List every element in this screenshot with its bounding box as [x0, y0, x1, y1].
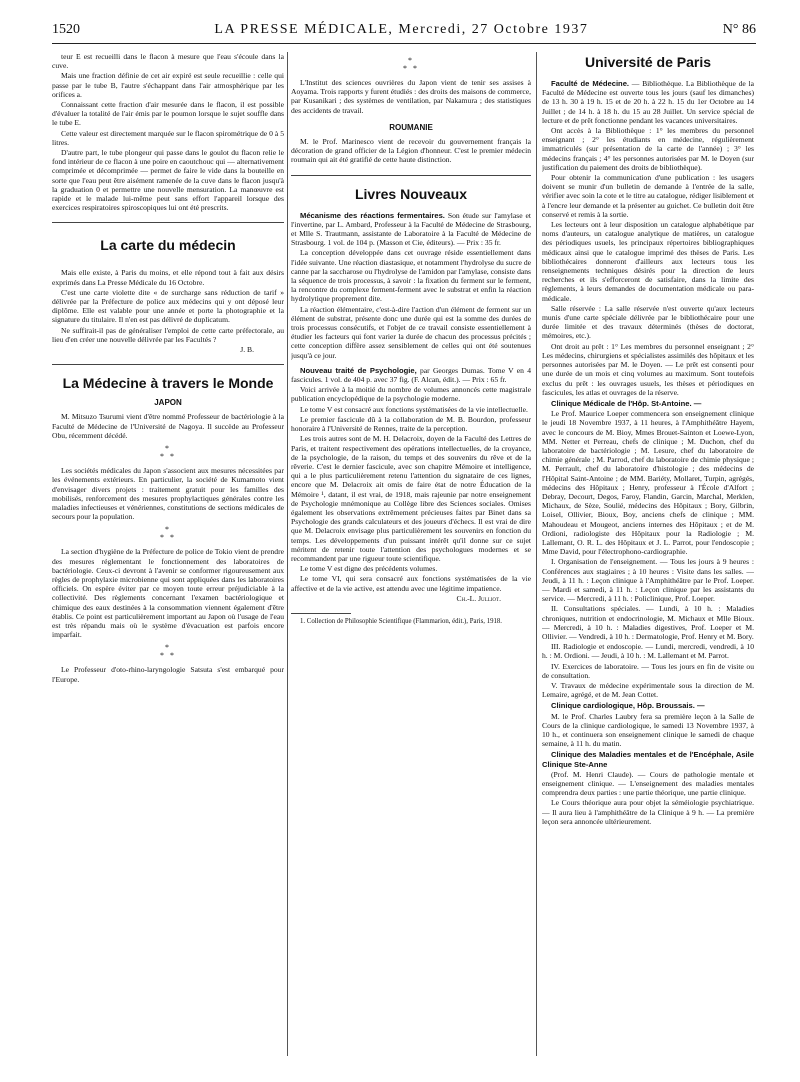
separator-stars: * * * — [160, 525, 176, 543]
lead-title: Clinique des Maladies mentales et de l'Encéphale, Asile Clinique Ste-Anne — [542, 750, 754, 769]
paragraph: La section d'hygiène de la Préfecture de police de Tokio vient de prendre des mesures réglementant le fonctionnement des laboratoires de bactériologie. Ceux-ci devront à l'avenir se conformer rigoureusement aux règles de prophylaxie microbienne qui sont appliquées dans les laboratoires officiels. On espère éviter par ce moyen toute erreur préjudiciable à la collectivité. Des règlements concernant l'examen bactériologique et chimique des eaux destinées à la consommation viennent également d'être établis. Ce point est particulièrement important au Japon où l'usage de l'eau est très répandu mais où le système d'évacuation est parfois encore imparfait. — [52, 547, 284, 640]
section-rule — [291, 175, 531, 176]
signature: Ch.-L. Julliot. — [456, 593, 501, 603]
column-divider — [536, 52, 537, 1056]
page-number-left: 1520 — [52, 22, 80, 37]
paragraph: La conception développée dans cet ouvrage réside essentiellement dans l'idée suivante. Une réaction diastasique, et notamment l'hydrolyse du sucre de canne par la saccharose ou l'hydrolyse de l'amidon par l'amylase, consiste dans la séquence de trois processus, à savoir : la fixation du ferment sur le ferment, la rencontre du complexe ferment-ferment avec le substrat et enfin la réaction hydrolytique proprement dite. — [291, 248, 531, 304]
subsection-title: JAPON — [154, 398, 182, 408]
subsection-lead — [542, 750, 754, 768]
column-1 — [52, 52, 284, 1056]
paragraph: D'autre part, le tube plongeur qui passe dans le goulot du flacon relie le fond intérieur de ce flacon à une poire en caoutchouc qui — alternativement comprimée et décomprimée — permet de faire le vide dans la bouteille en sorte que l'eau peut être aisément ramenée de la cuve dans le flacon jusqu'à la graduation 0 et permettre une nouvelle mensuration. La manœuvre est rapide et le malade lui-même peut sans effort l'appareil lorsque des exercices respiratoires spiroscopiques lui ont été prescrits. — [52, 148, 284, 213]
footnote-rule — [291, 613, 351, 614]
signature: J. B. — [240, 345, 254, 355]
paragraph: Ont droit au prêt : 1° Les membres du personnel enseignant ; 2° Les médecins, chirurgiens et spécialistes assimilés des hôpitaux et les personnes autorisées par M. le Doyen. — Le prêt est consenti pour une durée de un mois et cinq volumes au maximum. Sont toutefois exclus du prêt : les ouvrages usuels, les thèses et périodiques en fascicules, les atlas et ouvrages de la réserve. — [542, 341, 754, 397]
book-title: Nouveau traité de Psychologie, — [300, 365, 417, 375]
footnote: 1. Collection de Philosophie Scientifique (Flammarion, édit.), Paris, 1918. — [300, 617, 502, 625]
paragraph: Le premier fascicule dû à la collaboration de M. B. Bourdon, professeur honoraire à l'Université de Rennes, traite de la perception. — [291, 414, 531, 434]
book-details: par Georges Dumas. Tome V en 4 fascicules. 1 vol. de 404 p. avec 37 fig. (F. Alcan, édit.). — Prix : 65 fr. — [291, 365, 531, 385]
issue-number: N° 86 — [722, 22, 756, 37]
paragraph: Connaissant cette fraction d'air mesurée dans le flacon, il est possible d'évaluer la totalité de l'air émis par le poumon lorsque le sujet souffle dans le tube E. — [52, 100, 284, 128]
section-rule — [52, 222, 284, 223]
paragraph: I. Organisation de l'enseignement. — Tous les jours à 9 heures : Conférences aux stagiaires ; à 10 heures : Visite dans les salles. — Jeudi, à 11 h. : Leçon clinique à l'Amphithéâtre par le Prof. Loeper. — Mardi et samedi, à 11 h. : Leçon clinique par les assistants du service. — Mercredi, à 11 h. : Policlinique, Prof. Loeper. — [542, 557, 754, 604]
paragraph: La réaction élémentaire, c'est-à-dire l'action d'un élément de ferment sur un élément de substrat, présente donc une durée qui est la somme des durées de trois processus consécutifs, et l'objet de ce travail consiste essentiellement à étudier les facteurs qui font varier la durée de chacun des processus précités ; cette conception diffère assez sensiblement de celles qui ont été soutenues jusqu'à ce jour. — [291, 304, 531, 360]
paragraph: IV. Exercices de laboratoire. — Tous les jours en fin de visite ou de consultation. — [542, 661, 754, 680]
book-entry — [291, 366, 531, 384]
section-title-carte: La carte du médecin — [100, 237, 236, 254]
book-details: Son étude sur l'amylase et l'invertine, par L. Ambard, Professeur à la Faculté de Médecine de Strasbourg, et Mlle S. Trautmann, assistante de Laboratoire à la Faculté de Médecine de Strasbourg. 1 vol. de 104 p. (Masson et Cie, éditeurs). — Prix : 35 fr. — [291, 210, 531, 248]
column-divider — [287, 52, 288, 1056]
section-title-livres: Livres Nouveaux — [354, 185, 468, 202]
lead-title: Clinique Médicale de l'Hôp. St-Antoine. — — [551, 398, 702, 408]
paragraph — [542, 79, 754, 125]
paragraph: V. Travaux de médecine expérimentale sous la direction de M. Lemaire, agrégé, et de M. Jean Cottet. — [542, 681, 754, 700]
paragraph: Ont accès à la Bibliothèque : 1° les membres du personnel enseignant ; 2° les étudiants en médecine, régulièrement immatriculés (sur présentation de la carte de l'année) ; 3° les médecins français ; 4° les personnes autorisées par M. le Doyen (sur justification du paiement des droits de bibliothèque). — [542, 126, 754, 172]
paragraph: Cette valeur est directement marquée sur le flacon spirométrique de 0 à 5 litres. — [52, 128, 284, 147]
paragraph: (Prof. M. Henri Claude). — Cours de pathologie mentale et enseignement clinique. — L'enseignement des maladies mentales comprendra deux parties : une partie théorique, une partie clinique. — [542, 769, 754, 798]
paragraph: Le tome V est digne des précédents volumes. — [300, 564, 438, 574]
paragraph: Le Cours théorique aura pour objet la séméiologie psychiatrique. — Il aura lieu à l'amphithéâtre de la Clinique à 9 h. — La première leçon sera annoncée ultérieurement. — [542, 798, 754, 826]
page-header — [52, 22, 756, 44]
paragraph: Les trois autres sont de M. H. Delacroix, doyen de la Faculté des Lettres de Paris, et traitent respectivement des opérations intellectuelles, de la croyance, de la psychologie, de la raison, du temps et des souvenirs du rêve et de la rêverie. C'est le dernier fascicule, avec son chapitre Mémoire et intelligence, qui a le plus particulièrement retenu l'attention du signataire de ces lignes, encore que M. Delacroix ait omis de faire état de notre Éducation de la Mémoire ¹, datant, il est vrai, de 1918, mais rajeunie par notre enseignement de Psychologie mnémonique au Collège libre des Sciences sociales. Omises également les observations extrêmement précieuses faites par Binet dans sa Psychologie des grands calculateurs et des joueurs d'échecs. Il est vrai de dire que M. Delacroix envisage plus particulièrement les souvenirs en fonction du temps. Les développements d'un puissant intérêt qu'il donne sur ce sujet méritent de retenir toute l'attention des psychologues modernes et se recommandent par une rigueur toute scientifique. — [291, 434, 531, 563]
book-entry — [291, 211, 531, 248]
paragraph: Le Prof. Maurice Loeper commencera son enseignement clinique le jeudi 18 Novembre 1937, à 11 heures, à l'Amphithéâtre Hayem, avec le concours de M. Bioy, Mmes Brouet-Sainton et Loewe-Lyon, MM. Netter et Perreau, chefs de clinique ; M. Duchon, chef du laboratoire de bactériologie ; M. Lesure, chef du laboratoire de chimie générale ; M. Parrod, chef du laboratoire de chimie physique ; M. Perrault, chef du laboratoire d'histologie ; des médecins de l'Hôpital Saint-Antoine ; de MM. Bariéty, Mollaret, Turpin, agrégés, médecins des Hôpitaux ; Henry, professeur à l'École d'Alfort ; Debray, Decourt, Degos, Faroy, Flandin, Garcin, Marchal, Merklen, Michaux, de Sèze, Soulié, médecins des Hôpitaux ; Bory, Gilbrin, Loisel, Ollivier, Bioux, Boy, anciens chefs de clinique ; MM. Mahoudeau et Mougeot, anciens internes des Hôpitaux ; et de M. Ordioni, radiologiste des Hôpitaux pour la Radiologie ; M. Lallemant, O. R. L. des Hôpitaux et J. L. Parrot, pour l'endoscopie ; Mme David, pour l'électrophono-cardiographie. — [542, 409, 754, 557]
paragraph: Pour obtenir la communication d'une publication : les usagers doivent se munir d'un bulletin de demande à l'entrée de la salle, vérifier avec soin la cote et le titre au catalogue, rédiger lisiblement et à l'encre leur demande et la présenter au guichet. Ce bulletin doit être conservé et remis à la sortie. — [542, 173, 754, 219]
book-title: Mécanisme des réactions fermentaires. — [300, 210, 445, 220]
paragraph: Les lecteurs ont à leur disposition un catalogue alphabétique par noms d'auteurs, un catalogue analytique de matières, un catalogue des périodiques usuels, les principaux répertoires bibliographiques médicaux ainsi que le catalogue imprimé des thèses de Paris. Les bibliothécaires donneront d'ailleurs aux lecteurs tous les renseignements techniques désirés pour la direction de leurs recherches et ils s'efforceront de satisfaire, dans la limite des règlements, à leurs demandes de documentation médicale ou para-médicale. — [542, 220, 754, 303]
paragraph-text: — Bibliothèque. La Bibliothèque de la Faculté de Médecine est ouverte tous les jours (sauf les dimanches) de 13 h. 30 à 19 h. 15 et de 20 h. à 22 h. 15 du 1er Octobre au 14 Juillet ; de 14 h. à 18 h. du 15 au 28 Juillet. Un service spécial de lecture et de prêt fonctionne pendant les vacances universitaires. — [542, 79, 754, 125]
subsection-title: ROUMANIE — [389, 122, 433, 132]
paragraph: Voici arrivée à la moitié du nombre de volumes annoncés cette magistrale publication encyclopédique de la psychologie moderne. — [291, 385, 531, 404]
section-title-universite: Université de Paris — [584, 54, 712, 70]
paragraph: L'Institut des sciences ouvrières du Japon vient de tenir ses assises à Aoyama. Trois rapports y furent étudiés : des droits des maisons de commerce, par Kusanikari ; des systèmes de ventilation, par Nakamura ; des statistiques des accidents de travail. — [291, 78, 531, 115]
paragraph: M. le Prof. Charles Laubry fera sa première leçon à la Salle de Cours de la clinique cardiologique, le samedi 13 Novembre 1937, à 10 h., et continuera son enseignement clinique le samedi de chaque semaine, à 11 h. du matin. — [542, 711, 754, 749]
column-3 — [542, 52, 754, 1056]
subsection-lead — [542, 701, 754, 710]
subsection-lead — [542, 399, 754, 408]
separator-stars: * * * — [160, 444, 176, 462]
paragraph: Le tome V est consacré aux fonctions systématisées de la vie intellectuelle. — [300, 404, 528, 414]
paragraph: II. Consultations spéciales. — Lundi, à 10 h. : Maladies chroniques, nutrition et endocrinologie, M. Michaux et Mlle Bioux. — Mercredi, à 10 h. : Maladies digestives, Prof. Loeper et M. Ollivier. — Vendredi, à 10 h. : Dermatologie, Prof. Henry et M. Bory. — [542, 604, 754, 641]
journal-title: LA PRESSE MÉDICALE, Mercredi, 27 Octobre 1937 — [214, 22, 589, 37]
paragraph: C'est une carte violette dite « de surcharge sans réduction de tarif » délivrée par la Préfecture de police aux médecins qui y ont déposé leur diplôme. Elle est valable pour une année et porte la photographie et la signature du titulaire. Il n'en est pas délivré de duplicatum. — [52, 287, 284, 325]
lead-title: Clinique cardiologique, Hôp. Broussais. — — [551, 701, 705, 711]
paragraph: Le tome VI, qui sera consacré aux fonctions systématisées de la vie affective et de la vie active, est attendu avec une légitime impatience. — [291, 574, 531, 593]
paragraph: Le Professeur d'oto-rhino-laryngologie Satsuta s'est embarqué pour l'Europe. — [52, 665, 284, 684]
paragraph: III. Radiologie et endoscopie. — Lundi, mercredi, vendredi, à 10 h. : M. Ordioni. — Jeudi, à 10 h. : M. Lallemant et M. Parrot. — [542, 642, 754, 661]
column-2 — [291, 52, 531, 1056]
paragraph: teur E est recueilli dans le flacon à mesure que l'eau s'écoule dans la cuve. — [52, 52, 284, 71]
paragraph: Mais une fraction définie de cet air expiré est seule recueillie : celle qui passe par le tube B, l'autre s'échappant dans l'air atmosphérique par les orifices a. — [52, 71, 284, 99]
paragraph: Salle réservée : La salle réservée n'est ouverte qu'aux lecteurs munis d'une carte spéciale délivrée par le bibliothécaire pour une durée limitée et des travaux déterminés (thèses de doctorat, mémoires, etc.). — [542, 303, 754, 341]
section-title-monde: La Médecine à travers le Monde — [62, 375, 274, 392]
lead-title: Faculté de Médecine. — [551, 79, 630, 88]
paragraph: Mais elle existe, à Paris du moins, et elle répond tout à fait aux désirs exprimés dans La Presse Médicale du 16 Octobre. — [52, 268, 284, 287]
paragraph: Les sociétés médicales du Japon s'associent aux mesures nécessitées par les événements extérieurs. En particulier, la société de Kumamoto vient d'envisager divers projets : traitement gratuit pour les familles des mobilisés, renforcement des mesures prophylactiques générales contre les maladies infectieuses et vénériennes, constitutions de sections médicales de secours pour la population. — [52, 466, 284, 522]
paragraph: M. le Prof. Marinesco vient de recevoir du gouvernement français la décoration de grand officier de la Légion d'honneur. C'est le premier médecin roumain qui ait été gratifié de cette haute distinction. — [291, 137, 531, 165]
separator-stars: * * * — [160, 643, 176, 661]
section-rule — [52, 364, 284, 365]
separator-stars: * * * — [403, 56, 419, 73]
paragraph: Ne suffirait-il pas de généraliser l'emploi de cette carte préfectorale, au lieu d'en créer une nouvelle délivrée par les Facultés ? — [52, 325, 284, 344]
paragraph: M. Mitsuzo Tsurumi vient d'être nommé Professeur de bactériologie à la Faculté de Médecine de l'Université de Nagoya. Il succède au Professeur Obu, récemment décédé. — [52, 412, 284, 440]
